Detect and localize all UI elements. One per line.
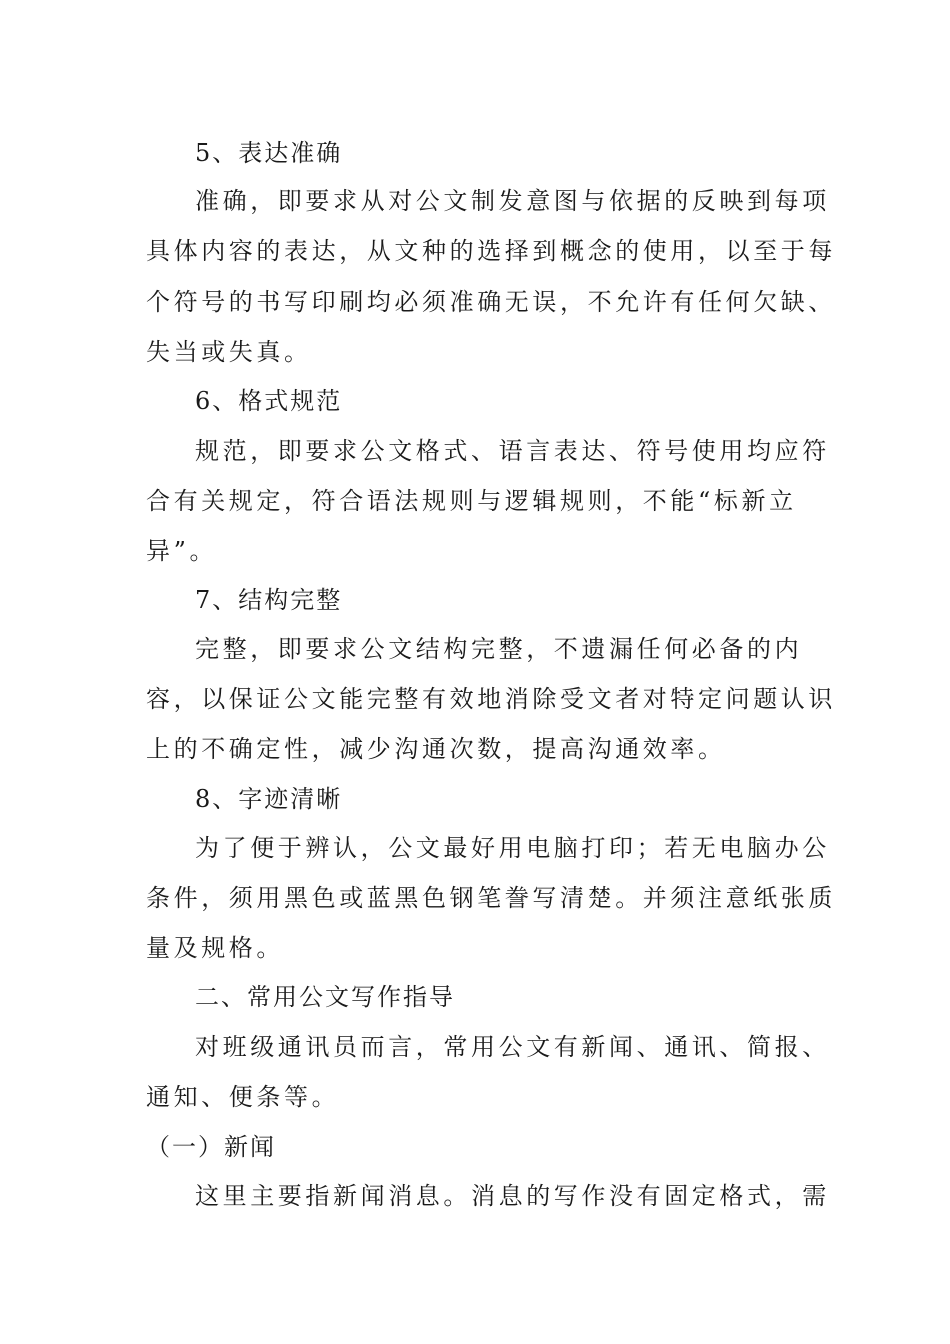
paragraph-line: 上的不确定性，减少沟通次数，提高沟通效率。 <box>146 735 726 763</box>
subsection-heading: （一）新闻 <box>146 1133 276 1161</box>
paragraph-line: 对班级通讯员而言，常用公文有新闻、通讯、简报、 <box>195 1033 830 1061</box>
paragraph-line: 失当或失真。 <box>146 338 312 366</box>
paragraph-line: 通知、便条等。 <box>146 1083 340 1111</box>
paragraph-line: 容，以保证公文能完整有效地消除受文者对特定问题认识 <box>146 685 836 713</box>
section-heading-7: 7、结构完整 <box>195 586 343 614</box>
paragraph-line: 具体内容的表达，从文种的选择到概念的使用，以至于每 <box>146 237 836 265</box>
paragraph-line: 条件，须用黑色或蓝黑色钢笔誊写清楚。并须注意纸张质 <box>146 884 836 912</box>
paragraph-line: 这里主要指新闻消息。消息的写作没有固定格式，需 <box>195 1182 830 1210</box>
paragraph-line: 量及规格。 <box>146 934 284 962</box>
paragraph-line: 异”。 <box>146 537 218 565</box>
section-heading-8: 8、字迹清晰 <box>195 785 343 813</box>
paragraph-line: 准确，即要求从对公文制发意图与依据的反映到每项 <box>195 187 830 215</box>
paragraph-line: 完整，即要求公文结构完整，不遗漏任何必备的内 <box>195 635 803 663</box>
paragraph-line: 规范，即要求公文格式、语言表达、符号使用均应符 <box>195 437 830 465</box>
paragraph-line: 合有关规定，符合语法规则与逻辑规则，不能“标新立 <box>146 487 797 515</box>
chapter-heading: 二、常用公文写作指导 <box>195 983 455 1011</box>
section-heading-6: 6、格式规范 <box>195 387 343 415</box>
paragraph-line: 个符号的书写印刷均必须准确无误，不允许有任何欠缺、 <box>146 288 836 316</box>
section-heading-5: 5、表达准确 <box>195 139 343 167</box>
paragraph-line: 为了便于辨认，公文最好用电脑打印；若无电脑办公 <box>195 834 830 862</box>
